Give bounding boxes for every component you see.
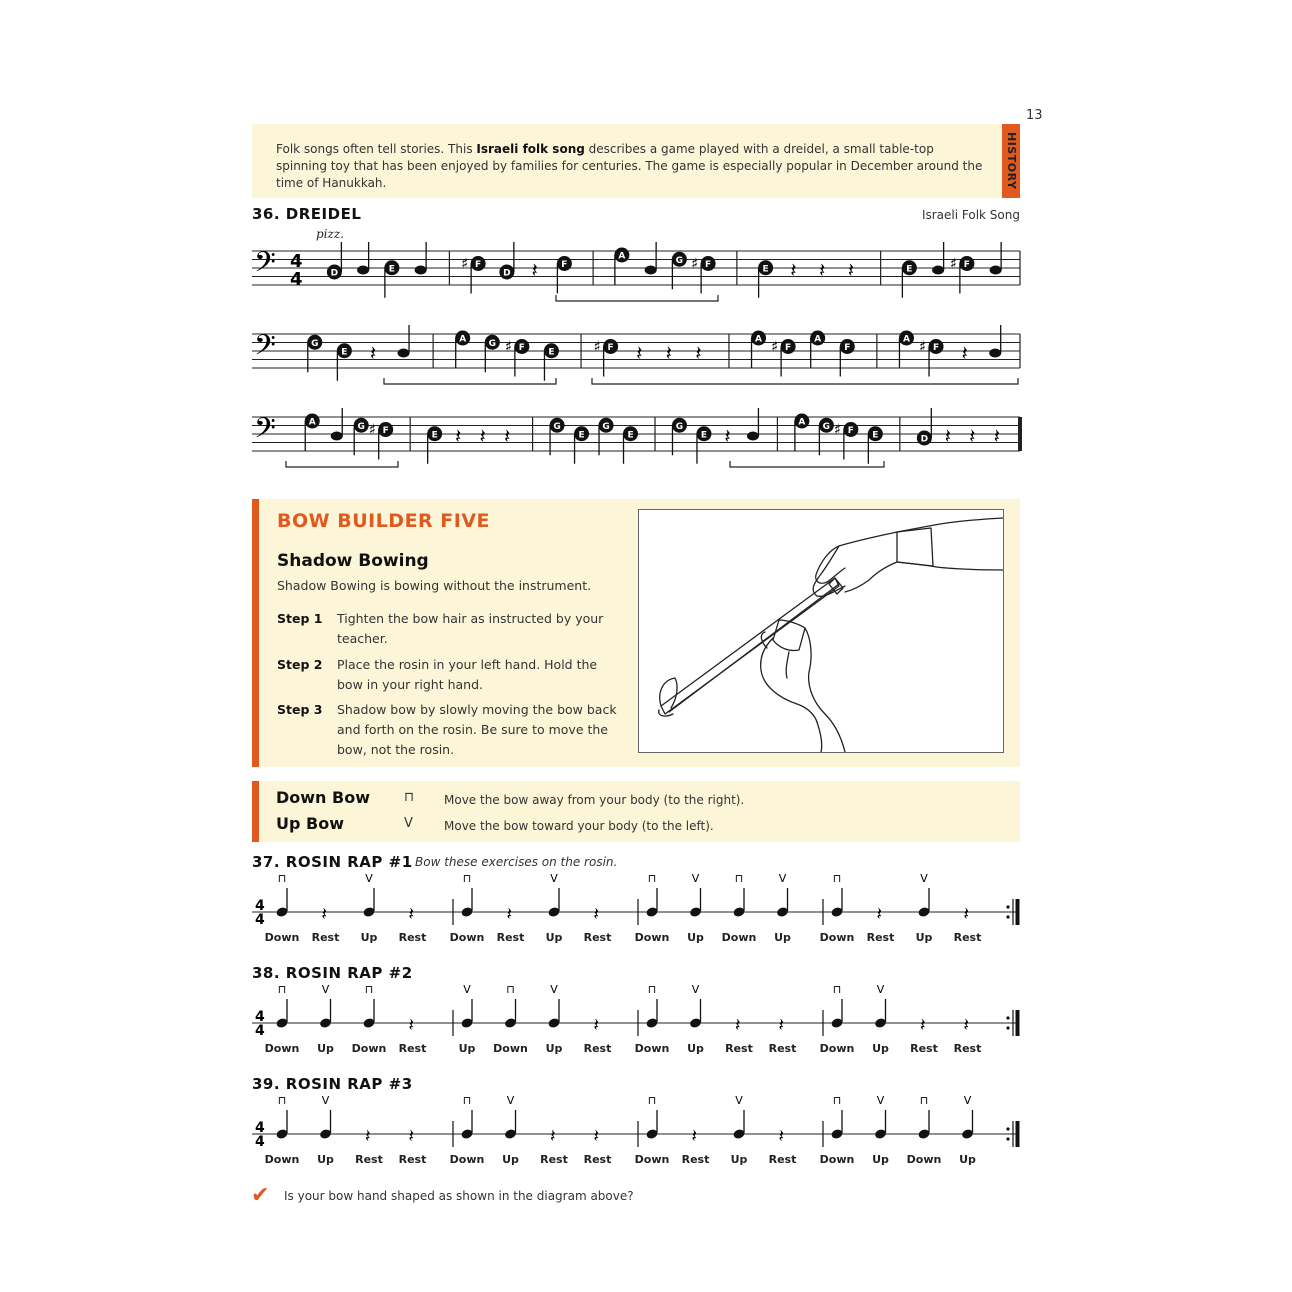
- quarter-rest: 𝄽: [944, 424, 951, 448]
- beat-label: Up: [545, 1042, 563, 1055]
- note-letter: G: [675, 255, 684, 266]
- beat-label: Up: [502, 1153, 519, 1166]
- accent-bar: [252, 781, 259, 842]
- beat-label: Up: [872, 1153, 889, 1166]
- time-signature: 4: [255, 912, 265, 928]
- beat-label: Down: [819, 1042, 855, 1055]
- note-head: [776, 906, 789, 918]
- sharp-sign: ♯: [504, 337, 513, 356]
- note-letter: A: [618, 251, 626, 262]
- up-bow-icon: V: [920, 872, 928, 885]
- step-label: Step 1: [277, 611, 323, 626]
- note-head: [504, 1017, 517, 1029]
- sharp-sign: ♯: [833, 420, 842, 439]
- beat-label: Down: [721, 931, 757, 944]
- pizz-marking: pizz.: [316, 227, 344, 241]
- quarter-rest: 𝄽: [778, 1015, 785, 1036]
- beat-label: Rest: [768, 1042, 797, 1055]
- down-bow-icon: ⊓: [277, 983, 287, 996]
- note-head: [547, 906, 560, 918]
- down-bow-icon: ⊓: [277, 872, 287, 885]
- beat-label: Rest: [866, 931, 895, 944]
- beat-label: Up: [545, 931, 563, 944]
- note-letter: A: [308, 417, 316, 428]
- note-letter: A: [755, 334, 763, 345]
- note-letter: F: [561, 260, 568, 270]
- bow-builder-title: BOW BUILDER FIVE: [277, 510, 491, 532]
- note-letter: F: [382, 426, 389, 436]
- note-head: [689, 906, 702, 918]
- note-head: [275, 906, 288, 918]
- time-signature: 4: [290, 251, 303, 272]
- note-letter: A: [459, 334, 467, 345]
- beat-label: Rest: [398, 931, 427, 944]
- quarter-rest: 𝄽: [408, 904, 415, 925]
- note-head: [331, 432, 343, 441]
- up-bow-desc: Move the bow toward your body (to the left).: [444, 819, 714, 833]
- beat-label: Up: [687, 931, 704, 944]
- bow-builder-intro: Shadow Bowing is bowing without the instrument.: [277, 578, 592, 593]
- quarter-rest: 𝄽: [963, 1015, 970, 1036]
- down-bow-icon: ⊓: [647, 983, 657, 996]
- note-letter: E: [341, 347, 348, 358]
- up-bow-icon: V: [550, 872, 558, 885]
- beat-label: Rest: [583, 931, 612, 944]
- down-bow-icon: ⊓: [404, 790, 415, 805]
- quarter-rest: 𝄽: [778, 1126, 785, 1147]
- page-number: 13: [1026, 108, 1043, 123]
- note-letter: F: [847, 426, 854, 436]
- note-letter: G: [822, 421, 831, 432]
- song-source: Israeli Folk Song: [921, 208, 1020, 222]
- repeat-dot: [1006, 1127, 1009, 1130]
- dreidel-score: [0, 0, 1292, 480]
- note-head: [732, 1128, 745, 1140]
- note-head: [917, 906, 930, 918]
- quarter-rest: 𝄽: [365, 1126, 371, 1147]
- quarter-rest: 𝄽: [993, 424, 1000, 448]
- quarter-rest: 𝄽: [455, 424, 462, 448]
- note-letter: F: [785, 343, 792, 353]
- exercise-title: 38. ROSIN RAP #2: [252, 964, 413, 982]
- up-bow-icon: V: [691, 872, 700, 885]
- slur-bracket: [730, 461, 884, 467]
- quarter-rest: 𝄽: [790, 258, 797, 282]
- note-letter: G: [357, 421, 365, 432]
- note-letter: E: [700, 430, 708, 441]
- down-bow-desc: Move the bow away from your body (to the right).: [444, 793, 745, 807]
- quarter-rest: 𝄽: [691, 1126, 698, 1147]
- beat-label: Down: [449, 1153, 485, 1166]
- note-head: [460, 1128, 473, 1140]
- note-head: [732, 906, 745, 918]
- down-bow-icon: ⊓: [919, 1094, 929, 1107]
- note-head: [362, 1017, 375, 1029]
- note-head: [357, 266, 369, 275]
- note-letter: D: [330, 268, 339, 279]
- beat-label: Down: [264, 931, 300, 944]
- note-letter: D: [920, 434, 929, 445]
- up-bow-icon: V: [691, 983, 700, 996]
- note-head: [645, 1017, 658, 1029]
- beat-label: Rest: [953, 931, 982, 944]
- quarter-rest: 𝄽: [550, 1126, 556, 1147]
- down-bow-icon: ⊓: [832, 983, 842, 996]
- quarter-rest: 𝄽: [408, 1015, 415, 1036]
- quarter-rest: 𝄽: [593, 1015, 600, 1036]
- down-bow-icon: ⊓: [462, 1094, 472, 1107]
- quarter-rest: 𝄽: [321, 904, 328, 925]
- beat-label: Up: [317, 1153, 334, 1166]
- down-bow-icon: ⊓: [734, 872, 744, 885]
- up-bow-icon: V: [963, 1094, 972, 1107]
- quarter-rest: 𝄽: [504, 424, 511, 448]
- quarter-rest: 𝄽: [531, 258, 538, 282]
- down-bow-icon: ⊓: [462, 872, 472, 885]
- song-title: 36. DREIDEL: [252, 205, 362, 223]
- beat-label: Rest: [540, 1153, 568, 1166]
- beat-label: Rest: [681, 1153, 710, 1166]
- accent-bar: [252, 499, 259, 767]
- sharp-sign: ♯: [461, 254, 469, 273]
- beat-label: Rest: [768, 1153, 797, 1166]
- note-head: [917, 1128, 930, 1140]
- quarter-rest: 𝄽: [636, 341, 643, 365]
- up-bow-icon: V: [321, 1094, 330, 1107]
- beat-label: Down: [819, 931, 855, 944]
- note-letter: E: [872, 430, 879, 441]
- bow-builder-box: [252, 499, 1020, 767]
- note-letter: A: [798, 417, 806, 428]
- beat-label: Up: [730, 1153, 748, 1166]
- note-letter: F: [844, 343, 851, 353]
- quarter-rest: 𝄽: [593, 1126, 600, 1147]
- up-bow-icon: V: [735, 1094, 743, 1107]
- note-head: [415, 266, 427, 275]
- note-head: [398, 349, 410, 358]
- note-head: [961, 1128, 974, 1140]
- step-text: Shadow bow by slowly moving the bow back and forth on the rosin. Be sure to move the bow, not the rosin.: [337, 702, 617, 757]
- note-head: [645, 1128, 658, 1140]
- note-letter: D: [503, 268, 511, 279]
- note-letter: G: [553, 421, 561, 432]
- note-letter: F: [705, 260, 712, 270]
- sharp-sign: ♯: [368, 420, 376, 439]
- note-head: [504, 1128, 517, 1140]
- repeat-dot: [1006, 915, 1009, 918]
- beat-label: Up: [872, 1042, 889, 1055]
- step-label: Step 2: [277, 657, 323, 672]
- time-signature: 4: [255, 1023, 265, 1039]
- quarter-rest: 𝄽: [735, 1015, 741, 1036]
- bow-legend: [252, 781, 1020, 842]
- bass-clef-icon: 𝄢: [254, 412, 276, 452]
- note-head: [874, 1128, 887, 1140]
- up-bow-icon: V: [506, 1094, 515, 1107]
- down-bow-icon: ⊓: [647, 1094, 657, 1107]
- quarter-rest: 𝄽: [969, 424, 976, 448]
- note-head: [990, 266, 1002, 275]
- note-head: [362, 906, 375, 918]
- down-bow-icon: ⊓: [832, 1094, 842, 1107]
- note-letter: F: [963, 260, 970, 270]
- step-text: Place the rosin in your left hand. Hold the bow in your right hand.: [337, 657, 598, 692]
- beat-label: Up: [915, 931, 933, 944]
- beat-label: Rest: [725, 1042, 753, 1055]
- bass-clef-icon: 𝄢: [254, 329, 276, 369]
- quarter-rest: 𝄽: [724, 424, 731, 448]
- quarter-rest: 𝄽: [847, 258, 854, 282]
- note-letter: E: [548, 347, 555, 358]
- down-bow-icon: ⊓: [506, 983, 515, 996]
- repeat-dot: [1006, 905, 1009, 908]
- note-letter: E: [388, 264, 395, 275]
- repeat-dot: [1006, 1137, 1009, 1140]
- beat-label: Down: [264, 1153, 300, 1166]
- history-text: Folk songs often tell stories. This Israeli folk song describes a game played with a dreidel, a small table-top spinning toy that has been enjoyed by families for centuries. The game is especially popular in December around the time of Hanukkah.: [276, 142, 983, 190]
- down-bow-label: Down Bow: [276, 788, 370, 807]
- up-bow-label: Up Bow: [276, 814, 344, 833]
- beat-label: Rest: [496, 931, 525, 944]
- note-head: [689, 1017, 702, 1029]
- note-letter: A: [902, 334, 910, 345]
- note-letter: F: [475, 260, 482, 270]
- beat-label: Rest: [311, 931, 340, 944]
- note-head: [830, 1017, 843, 1029]
- note-head: [645, 266, 657, 275]
- bow-builder-subtitle: Shadow Bowing: [277, 551, 429, 571]
- note-letter: E: [627, 430, 634, 441]
- note-letter: A: [814, 334, 822, 345]
- slur-bracket: [384, 378, 556, 384]
- note-head: [874, 1017, 887, 1029]
- quarter-rest: 𝄽: [369, 341, 377, 365]
- note-letter: F: [607, 343, 614, 353]
- history-tab: HISTORY: [1002, 124, 1020, 198]
- beat-label: Down: [493, 1042, 528, 1055]
- note-head: [547, 1017, 560, 1029]
- down-bow-icon: ⊓: [832, 872, 842, 885]
- note-head: [275, 1128, 288, 1140]
- note-head: [460, 906, 473, 918]
- beat-label: Up: [360, 931, 378, 944]
- beat-label: Down: [634, 931, 670, 944]
- up-bow-icon: V: [321, 983, 330, 996]
- time-signature: 4: [255, 1120, 265, 1136]
- beat-label: Up: [458, 1042, 476, 1055]
- note-letter: F: [932, 343, 940, 353]
- exercise-title: 37. ROSIN RAP #1: [252, 853, 413, 871]
- up-bow-icon: V: [463, 983, 471, 996]
- quarter-rest: 𝄽: [506, 904, 513, 925]
- beat-label: Down: [264, 1042, 300, 1055]
- note-head: [275, 1017, 288, 1029]
- beat-label: Down: [351, 1042, 387, 1055]
- note-letter: G: [675, 421, 684, 432]
- note-letter: E: [906, 264, 913, 275]
- note-head: [830, 1128, 843, 1140]
- beat-label: Rest: [953, 1042, 982, 1055]
- checkpoint-question: Is your bow hand shaped as shown in the diagram above?: [284, 1189, 634, 1203]
- up-bow-icon: V: [778, 872, 787, 885]
- note-head: [989, 349, 1001, 358]
- repeat-dot: [1006, 1016, 1009, 1019]
- time-signature: 4: [255, 1009, 265, 1025]
- beat-label: Rest: [398, 1153, 427, 1166]
- quarter-rest: 𝄽: [961, 341, 968, 365]
- beat-label: Up: [687, 1042, 704, 1055]
- up-bow-icon: V: [876, 1094, 885, 1107]
- note-head: [319, 1128, 332, 1140]
- down-bow-icon: ⊓: [647, 872, 657, 885]
- note-head: [747, 432, 759, 441]
- beat-label: Up: [774, 931, 791, 944]
- sharp-sign: ♯: [771, 337, 779, 356]
- sharp-sign: ♯: [691, 254, 699, 273]
- quarter-rest: 𝄽: [695, 341, 702, 365]
- note-head: [645, 906, 658, 918]
- quarter-rest: 𝄽: [665, 341, 672, 365]
- quarter-rest: 𝄽: [408, 1126, 415, 1147]
- note-letter: E: [578, 430, 585, 441]
- up-bow-icon: V: [876, 983, 885, 996]
- time-signature: 4: [255, 1134, 265, 1150]
- beat-label: Rest: [910, 1042, 938, 1055]
- note-letter: G: [602, 421, 610, 432]
- time-signature: 4: [255, 898, 265, 914]
- quarter-rest: 𝄽: [920, 1015, 926, 1036]
- slur-bracket: [556, 295, 718, 301]
- step-label: Step 3: [277, 702, 323, 717]
- note-letter: E: [431, 430, 438, 441]
- bass-clef-icon: 𝄢: [254, 246, 276, 286]
- note-letter: G: [488, 338, 496, 349]
- slur-bracket: [286, 461, 398, 467]
- note-head: [460, 1017, 473, 1029]
- beat-label: Rest: [398, 1042, 427, 1055]
- beat-label: Down: [634, 1153, 670, 1166]
- beat-label: Rest: [355, 1153, 383, 1166]
- note-letter: F: [518, 343, 525, 353]
- beat-label: Rest: [583, 1153, 612, 1166]
- up-bow-icon: V: [550, 983, 558, 996]
- note-letter: E: [762, 264, 769, 275]
- sharp-sign: ♯: [593, 337, 601, 356]
- quarter-rest: 𝄽: [593, 904, 600, 925]
- exercise-title: 39. ROSIN RAP #3: [252, 1075, 413, 1093]
- sharp-sign: ♯: [949, 254, 958, 273]
- quarter-rest: 𝄽: [819, 258, 826, 282]
- quarter-rest: 𝄽: [876, 904, 883, 925]
- note-head: [932, 266, 944, 275]
- beat-label: Up: [959, 1153, 976, 1166]
- note-head: [830, 906, 843, 918]
- beat-label: Down: [819, 1153, 855, 1166]
- down-bow-icon: ⊓: [277, 1094, 287, 1107]
- beat-label: Rest: [583, 1042, 612, 1055]
- time-signature: 4: [290, 269, 303, 290]
- check-icon: ✔: [251, 1183, 270, 1208]
- down-bow-icon: ⊓: [364, 983, 374, 996]
- note-letter: G: [311, 338, 319, 349]
- repeat-dot: [1006, 1026, 1009, 1029]
- beat-label: Down: [634, 1042, 670, 1055]
- beat-label: Up: [317, 1042, 334, 1055]
- slur-bracket: [592, 378, 1018, 384]
- step-text: Tighten the bow hair as instructed by your teacher.: [337, 611, 604, 646]
- sharp-sign: ♯: [919, 337, 927, 356]
- quarter-rest: 𝄽: [963, 904, 970, 925]
- beat-label: Down: [906, 1153, 942, 1166]
- note-head: [319, 1017, 332, 1029]
- quarter-rest: 𝄽: [479, 424, 486, 448]
- beat-label: Down: [449, 931, 485, 944]
- shadow-bowing-illustration: [638, 509, 1004, 753]
- exercise-instruction: Bow these exercises on the rosin.: [415, 855, 618, 869]
- up-bow-icon: V: [404, 816, 413, 831]
- up-bow-icon: V: [365, 872, 373, 885]
